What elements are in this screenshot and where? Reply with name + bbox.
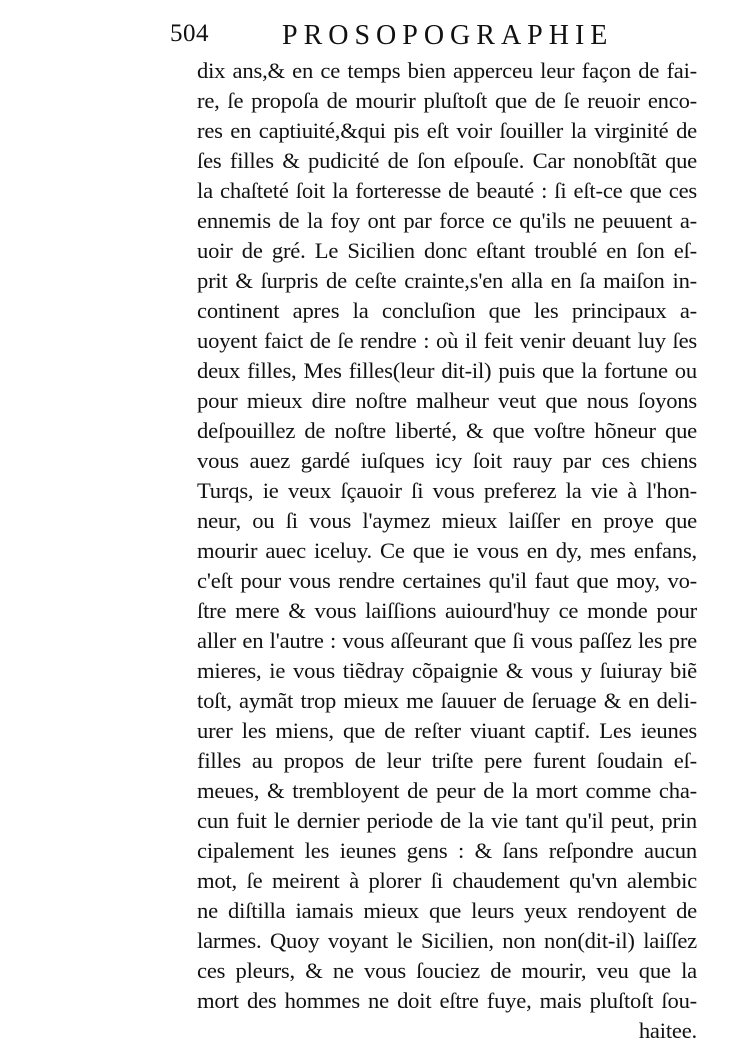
text-line: mieres, ie vous tiẽdray cõpaignie & vous y ſuiuray biẽ bbox=[197, 658, 697, 683]
text-line: filles au propos de leur triſte pere furent ſoudain eſ- bbox=[197, 748, 697, 773]
text-line: vous auez gardé iuſques icy ſoit rauy par ces chiens bbox=[197, 448, 697, 473]
text-line: cipalement les ieunes gens : & ſans reſpondre aucun bbox=[197, 838, 697, 863]
text-line: dix ans,& en ce temps bien apperceu leur façon de fai- bbox=[197, 58, 697, 83]
text-line: mort des hommes ne doit eſtre fuye, mais pluſtoſt ſou- bbox=[197, 988, 697, 1013]
text-line: deſpouillez de noſtre liberté, & que voſtre hõneur que bbox=[197, 418, 697, 443]
text-line: meues, & trembloyent de peur de la mort comme cha- bbox=[197, 778, 697, 803]
text-line: ces pleurs, & ne vous ſouciez de mourir, veu que la bbox=[197, 958, 697, 983]
text-line: ennemis de la foy ont par force ce qu'ils ne peuuent a- bbox=[197, 208, 697, 233]
text-line: Turqs, ie veux ſçauoir ſi vous preferez la vie à l'hon- bbox=[197, 478, 697, 503]
text-line: cun fuit le dernier periode de la vie tant qu'il peut, prin bbox=[197, 808, 697, 833]
running-head: PROSOPOGRAPHIE bbox=[282, 20, 614, 51]
text-line: ne diſtilla iamais mieux que leurs yeux rendoyent de bbox=[197, 898, 697, 923]
text-line: toſt, aymãt trop mieux me ſauuer de ſeruage & en deli- bbox=[197, 688, 697, 713]
text-line: la chaſteté ſoit la forteresse de beauté : ſi eſt-ce que ces bbox=[197, 178, 697, 203]
page-number: 504 bbox=[170, 20, 209, 47]
text-line: ſtre mere & vous laiſſions auiourd'huy ce monde pour bbox=[197, 598, 697, 623]
text-line: ſes filles & pudicité de ſon eſpouſe. Car nonobſtãt que bbox=[197, 148, 697, 173]
text-line: haitee. bbox=[638, 1018, 697, 1043]
text-line: aller en l'autre : vous aſſeurant que ſi vous paſſez les pre bbox=[197, 628, 697, 653]
text-line: uoir de gré. Le Sicilien donc eſtant troublé en ſon eſ- bbox=[197, 238, 697, 263]
text-line: prit & ſurpris de ceſte crainte,s'en alla en ſa maiſon in- bbox=[197, 268, 697, 293]
text-line: res en captiuité,&qui pis eſt voir ſouiller la virginité de bbox=[197, 118, 697, 143]
text-line: larmes. Quoy voyant le Sicilien, non non(dit-il) laiſſez bbox=[197, 928, 697, 953]
text-line: urer les miens, que de reſter viuant captif. Les ieunes bbox=[197, 718, 697, 743]
text-line: re, ſe propoſa de mourir pluſtoſt que de ſe reuoir enco- bbox=[197, 88, 697, 113]
text-line: continent apres la concluſion que les principaux a- bbox=[197, 298, 697, 323]
body-text bbox=[197, 56, 697, 1046]
text-line: neur, ou ſi vous l'aymez mieux laiſſer en proye que bbox=[197, 508, 697, 533]
text-line: pour mieux dire noſtre malheur veut que nous ſoyons bbox=[197, 388, 697, 413]
text-line: c'eſt pour vous rendre certaines qu'il faut que moy, vo- bbox=[197, 568, 697, 593]
text-line: deux filles, Mes filles(leur dit-il) puis que la fortune ou bbox=[197, 358, 697, 383]
text-line: mot, ſe meirent à plorer ſi chaudement qu'vn alembic bbox=[197, 868, 697, 893]
text-line: mourir auec iceluy. Ce que ie vous en dy, mes enfans, bbox=[197, 538, 697, 563]
text-line: uoyent faict de ſe rendre : où il feit venir deuant luy ſes bbox=[197, 328, 697, 353]
